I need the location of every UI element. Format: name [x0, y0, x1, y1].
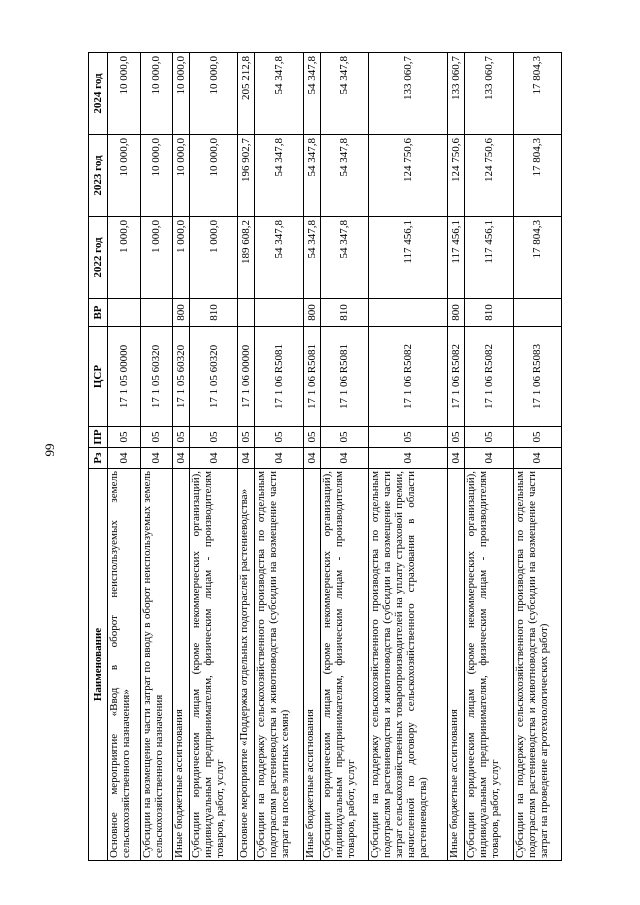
value-2024-cell: 10 000,0 — [173, 53, 190, 135]
value-2022-cell: 54 347,8 — [320, 217, 368, 299]
rz-cell: 04 — [108, 448, 141, 469]
header-pr: ПР — [89, 427, 108, 448]
table-header-row — [89, 53, 108, 861]
pr-cell: 05 — [368, 427, 448, 448]
name-cell: Субсидии юридическим лицам (кроме некоммерческих организаций), индивидуальным предпринимателям, физическим лицам - производителям товаров, работ, услуг — [320, 469, 368, 861]
name-cell: Субсидии юридическим лицам (кроме некоммерческих организаций), индивидуальным предпринимателям, физическим лицам - производителям товаров, работ, услуг — [190, 469, 238, 861]
value-2022-cell: 54 347,8 — [255, 217, 303, 299]
value-2022-cell: 1 000,0 — [140, 217, 173, 299]
csr-cell: 17 1 06 R5082 — [368, 327, 448, 427]
value-2023-cell: 10 000,0 — [140, 135, 173, 217]
vr-cell: 810 — [190, 299, 238, 327]
header-2024: 2024 год — [89, 53, 108, 135]
vr-cell: 810 — [465, 299, 513, 327]
table-row — [465, 53, 513, 861]
name-cell: Основное мероприятие «Ввод в оборот неиспользуемых земель сельскохозяйственного назначения» — [108, 469, 141, 861]
table-row — [448, 53, 465, 861]
value-2023-cell: 54 347,8 — [255, 135, 303, 217]
pr-cell: 05 — [140, 427, 173, 448]
csr-cell: 17 1 05 60320 — [190, 327, 238, 427]
header-csr: ЦСР — [89, 327, 108, 427]
csr-cell: 17 1 05 00000 — [108, 327, 141, 427]
value-2022-cell: 117 456,1 — [448, 217, 465, 299]
rz-cell: 04 — [303, 448, 320, 469]
rz-cell: 04 — [190, 448, 238, 469]
value-2022-cell: 189 608,2 — [238, 217, 255, 299]
value-2022-cell: 54 347,8 — [303, 217, 320, 299]
csr-cell: 17 1 06 R5081 — [255, 327, 303, 427]
table-row — [513, 53, 561, 861]
value-2023-cell: 10 000,0 — [190, 135, 238, 217]
page-number: 99 — [42, 443, 57, 457]
rz-cell: 04 — [465, 448, 513, 469]
vr-cell — [140, 299, 173, 327]
rz-cell: 04 — [448, 448, 465, 469]
rz-cell: 04 — [173, 448, 190, 469]
value-2022-cell: 1 000,0 — [190, 217, 238, 299]
value-2024-cell: 54 347,8 — [303, 53, 320, 135]
vr-cell — [238, 299, 255, 327]
pr-cell: 05 — [190, 427, 238, 448]
pr-cell: 05 — [303, 427, 320, 448]
value-2023-cell: 17 804,3 — [513, 135, 561, 217]
vr-cell: 810 — [320, 299, 368, 327]
name-cell: Иные бюджетные ассигнования — [303, 469, 320, 861]
table-wrapper — [88, 52, 562, 861]
csr-cell: 17 1 05 60320 — [140, 327, 173, 427]
vr-cell — [368, 299, 448, 327]
table-row — [190, 53, 238, 861]
vr-cell — [255, 299, 303, 327]
table-row — [173, 53, 190, 861]
csr-cell: 17 1 06 R5083 — [513, 327, 561, 427]
budget-table — [88, 52, 562, 861]
value-2024-cell: 10 000,0 — [190, 53, 238, 135]
name-cell: Субсидии на поддержку сельскохозяйственного производства по отдельным подотраслям растениеводства и животноводства (субсидии на возмещение части затрат сельскохозяйственных товаропроизводителей на уплату страховой премии, начисленной по договору сельскохозяйственного страхования в области растениеводства) — [368, 469, 448, 861]
vr-cell: 800 — [303, 299, 320, 327]
name-cell: Субсидии юридическим лицам (кроме некоммерческих организаций), индивидуальным предпринимателям, физическим лицам - производителям товаров, работ, услуг — [465, 469, 513, 861]
value-2024-cell: 17 804,3 — [513, 53, 561, 135]
csr-cell: 17 1 06 00000 — [238, 327, 255, 427]
pr-cell: 05 — [173, 427, 190, 448]
value-2023-cell: 124 750,6 — [368, 135, 448, 217]
value-2024-cell: 54 347,8 — [255, 53, 303, 135]
value-2022-cell: 17 804,3 — [513, 217, 561, 299]
vr-cell — [513, 299, 561, 327]
header-2023: 2023 год — [89, 135, 108, 217]
header-vr: ВР — [89, 299, 108, 327]
name-cell: Субсидии на поддержку сельскохозяйственного производства по отдельным подотраслям растениеводства и животноводства (субсидии на возмещение части затрат на посев элитных семян) — [255, 469, 303, 861]
pr-cell: 05 — [238, 427, 255, 448]
table-body — [108, 53, 562, 861]
name-cell: Субсидии на возмещение части затрат по вводу в оборот неиспользуемых земель сельскохозяйственного назначения — [140, 469, 173, 861]
value-2022-cell: 117 456,1 — [368, 217, 448, 299]
rz-cell: 04 — [238, 448, 255, 469]
value-2024-cell: 54 347,8 — [320, 53, 368, 135]
value-2023-cell: 10 000,0 — [108, 135, 141, 217]
vr-cell — [108, 299, 141, 327]
pr-cell: 05 — [448, 427, 465, 448]
name-cell: Иные бюджетные ассигнования — [448, 469, 465, 861]
value-2023-cell: 54 347,8 — [320, 135, 368, 217]
value-2022-cell: 1 000,0 — [108, 217, 141, 299]
value-2023-cell: 124 750,6 — [465, 135, 513, 217]
name-cell: Основное мероприятие «Поддержка отдельных подотраслей растениеводства» — [238, 469, 255, 861]
pr-cell: 05 — [513, 427, 561, 448]
value-2024-cell: 133 060,7 — [368, 53, 448, 135]
value-2023-cell: 10 000,0 — [173, 135, 190, 217]
value-2022-cell: 117 456,1 — [465, 217, 513, 299]
csr-cell: 17 1 06 R5081 — [303, 327, 320, 427]
header-rz: Рз — [89, 448, 108, 469]
rz-cell: 04 — [255, 448, 303, 469]
rz-cell: 04 — [140, 448, 173, 469]
header-2022: 2022 год — [89, 217, 108, 299]
name-cell: Иные бюджетные ассигнования — [173, 469, 190, 861]
table-row — [368, 53, 448, 861]
value-2024-cell: 205 212,8 — [238, 53, 255, 135]
table-row — [140, 53, 173, 861]
csr-cell: 17 1 06 R5081 — [320, 327, 368, 427]
rz-cell: 04 — [368, 448, 448, 469]
table-row — [303, 53, 320, 861]
value-2024-cell: 10 000,0 — [140, 53, 173, 135]
header-name: Наименование — [89, 469, 108, 861]
value-2024-cell: 10 000,0 — [108, 53, 141, 135]
table-row — [108, 53, 141, 861]
vr-cell: 800 — [448, 299, 465, 327]
csr-cell: 17 1 06 R5082 — [448, 327, 465, 427]
value-2022-cell: 1 000,0 — [173, 217, 190, 299]
table-row — [238, 53, 255, 861]
name-cell: Субсидии на поддержку сельскохозяйственного производства по отдельным подотраслям растениеводства и животноводства (субсидии на возмещение части затрат на проведение агротехнологических работ) — [513, 469, 561, 861]
value-2023-cell: 124 750,6 — [448, 135, 465, 217]
rz-cell: 04 — [320, 448, 368, 469]
document-page — [88, 52, 562, 861]
pr-cell: 05 — [320, 427, 368, 448]
value-2024-cell: 133 060,7 — [465, 53, 513, 135]
value-2023-cell: 54 347,8 — [303, 135, 320, 217]
vr-cell: 800 — [173, 299, 190, 327]
csr-cell: 17 1 05 60320 — [173, 327, 190, 427]
table-row — [320, 53, 368, 861]
pr-cell: 05 — [255, 427, 303, 448]
pr-cell: 05 — [108, 427, 141, 448]
csr-cell: 17 1 06 R5082 — [465, 327, 513, 427]
value-2023-cell: 196 902,7 — [238, 135, 255, 217]
value-2024-cell: 133 060,7 — [448, 53, 465, 135]
pr-cell: 05 — [465, 427, 513, 448]
table-row — [255, 53, 303, 861]
rz-cell: 04 — [513, 448, 561, 469]
